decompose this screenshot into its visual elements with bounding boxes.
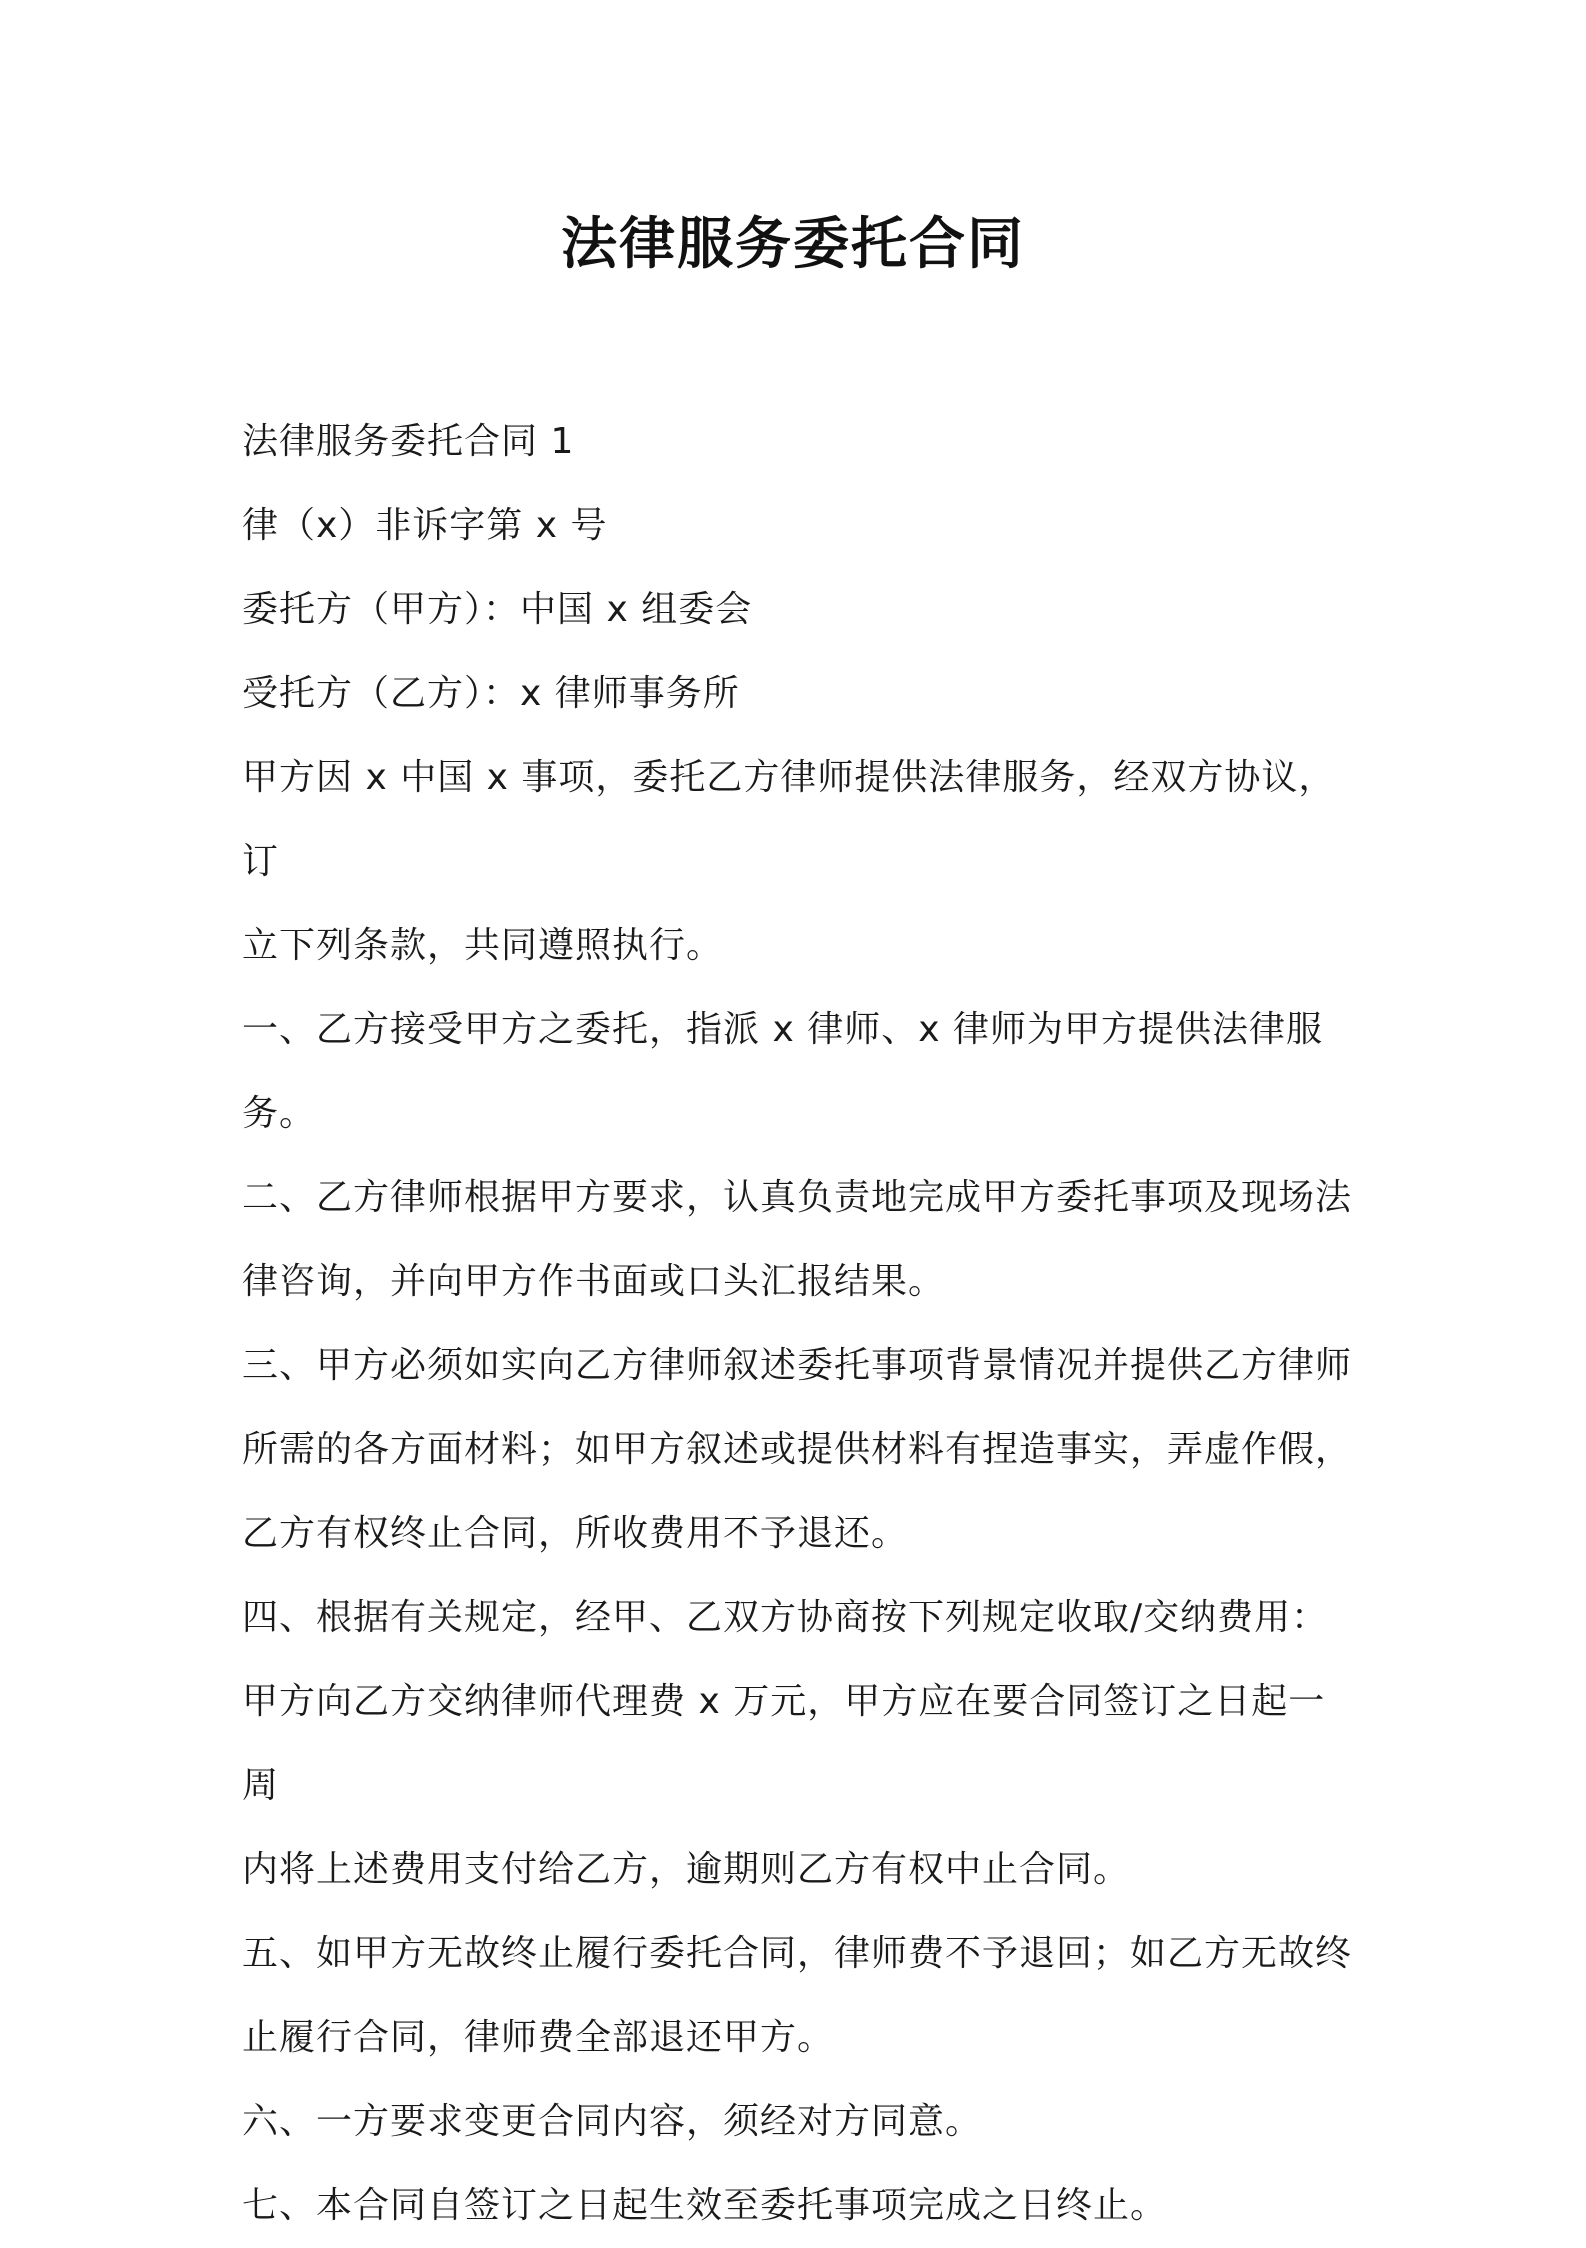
clause-6: 六、一方要求变更合同内容，须经对方同意。 xyxy=(242,2101,983,2142)
party-b: 受托方（乙方）：x 律师事务所 xyxy=(242,673,740,714)
clause-4-detail: 甲方向乙方交纳律师代理费 x 万元，甲方应在要合同签订之日起一周 内将上述费用支付给乙方，逾期则乙方有权中止合同。 xyxy=(242,1681,1326,1890)
clause-1: 一、乙方接受甲方之委托，指派 x 律师、x 律师为甲方提供法律服务。 xyxy=(242,1009,1323,1134)
contract-subtitle: 法律服务委托合同 1 xyxy=(242,421,575,462)
party-a: 委托方（甲方）：中国 x 组委会 xyxy=(242,589,753,630)
clause-2: 二、乙方律师根据甲方要求，认真负责地完成甲方委托事项及现场法 律咨询，并向甲方作书面或口头汇报结果。 xyxy=(242,1177,1353,1302)
document-body xyxy=(242,400,1352,2248)
clause-7: 七、本合同自签订之日起生效至委托事项完成之日终止。 xyxy=(242,2185,1168,2226)
clause-5: 五、如甲方无故终止履行委托合同，律师费不予退回；如乙方无故终 止履行合同，律师费全部退还甲方。 xyxy=(242,1933,1353,2058)
intro-paragraph: 甲方因 x 中国 x 事项，委托乙方律师提供法律服务，经双方协议，订 立下列条款，共同遵照执行。 xyxy=(242,757,1336,966)
document-title: 法律服务委托合同 xyxy=(561,212,1025,277)
clause-4: 四、根据有关规定，经甲、乙双方协商按下列规定收取/交纳费用： xyxy=(242,1597,1329,1638)
case-number: 律（x）非诉字第 x 号 xyxy=(242,505,608,546)
clause-3: 三、甲方必须如实向乙方律师叙述委托事项背景情况并提供乙方律师 所需的各方面材料；如甲方叙述或提供材料有捏造事实，弄虚作假， 乙方有权终止合同，所收费用不予退还。 xyxy=(242,1345,1353,1554)
